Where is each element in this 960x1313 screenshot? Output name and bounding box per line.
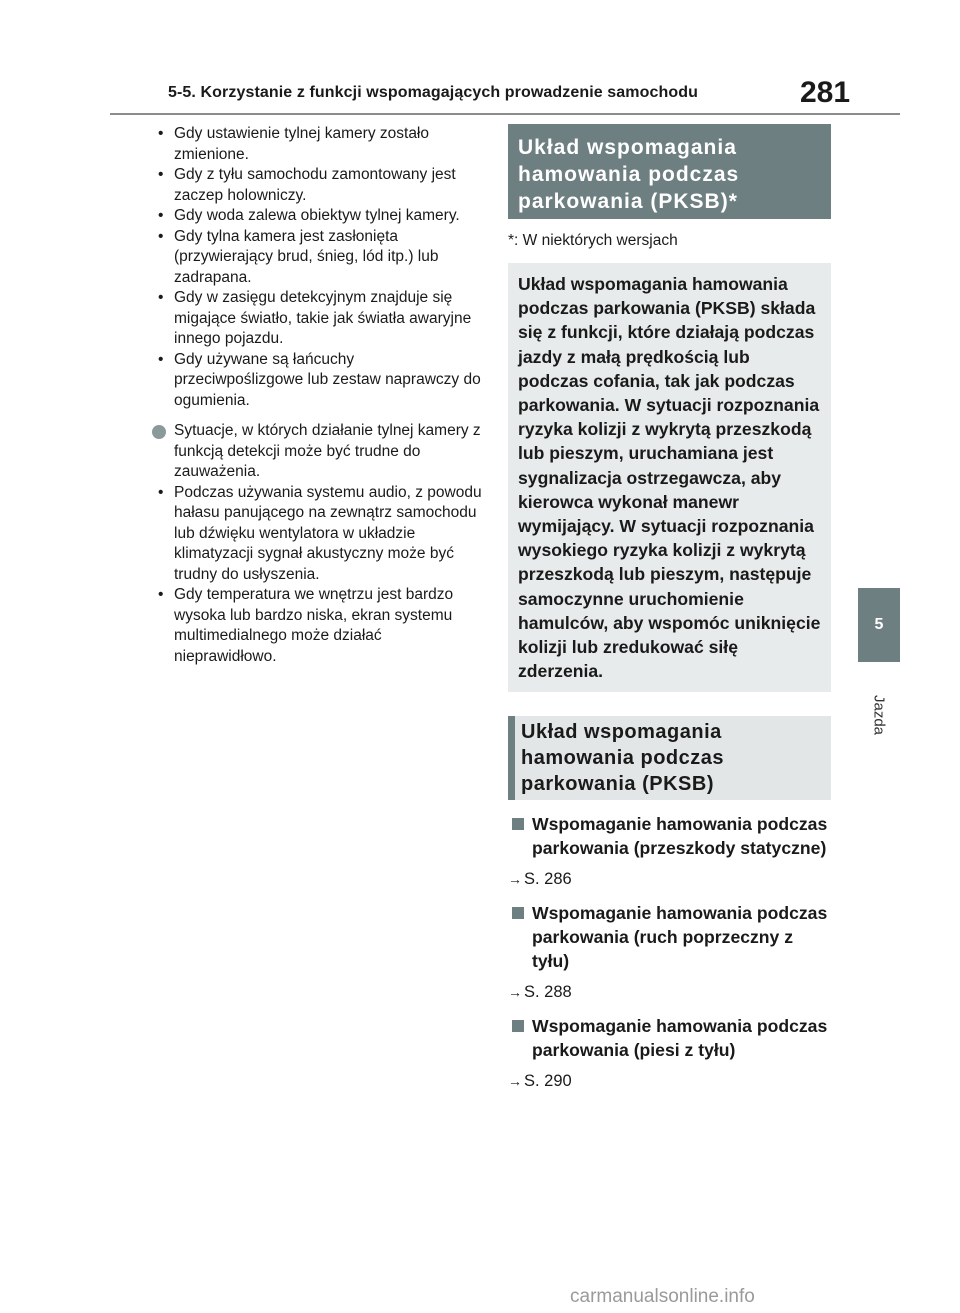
- list-item: • Gdy z tyłu samochodu zamontowany jest zaczep holowniczy.: [156, 165, 486, 206]
- footnote: *: W niektórych wersjach: [508, 232, 678, 249]
- list-item: • Gdy używane są łańcuchy przeciwpoślizgowe lub zestaw naprawczy do ogumienia.: [156, 350, 486, 412]
- page-reference-link[interactable]: → S. 288: [508, 983, 572, 1002]
- list-item: • Gdy w zasięgu detekcyjnym znajduje się migające światło, takie jak światła awaryjne innego pojazdu.: [156, 288, 486, 350]
- list-item: • Gdy temperatura we wnętrzu jest bardzo wysoka lub bardzo niska, ekran systemu multimedialnego może działać nieprawidłowo.: [156, 585, 486, 667]
- section-header-title: 5-5. Korzystanie z funkcji wspomagających prowadzenie samochodu: [168, 84, 698, 101]
- square-bullet-icon: [512, 818, 524, 830]
- left-column: [156, 124, 486, 667]
- list-item: • Gdy tylna kamera jest zasłonięta (przywierający brud, śnieg, lód itp.) lub zadrapana.: [156, 227, 486, 289]
- arrow-icon: →: [508, 1073, 522, 1090]
- bullet-dot-icon: [152, 425, 166, 439]
- arrow-icon: →: [508, 984, 522, 1001]
- chapter-tab-number[interactable]: 5: [858, 588, 900, 662]
- subsection-heading: Układ wspomagania hamowania podczas parkowania (PKSB): [508, 716, 831, 800]
- square-bullet-icon: [512, 1020, 524, 1032]
- feature-item: Wspomaganie hamowania podczas parkowania (przeszkody statyczne): [508, 812, 831, 860]
- feature-item: Wspomaganie hamowania podczas parkowania (piesi z tyłu): [508, 1014, 831, 1062]
- chapter-tab-label: Jazda: [870, 694, 888, 736]
- watermark: carmanualsonline.info: [570, 1286, 755, 1307]
- header-divider: [110, 113, 900, 115]
- right-column: [508, 124, 831, 1091]
- list-item: • Podczas używania systemu audio, z powodu hałasu panującego na zewnątrz samochodu lub dźwięku wentylatora w układzie klimatyzacji sygnał akustyczny może być trudny do usłyszenia.: [156, 483, 486, 586]
- page-reference-link[interactable]: → S. 286: [508, 870, 572, 889]
- bullet-list-b: [156, 483, 486, 668]
- bullet-list-a: [156, 124, 486, 411]
- feature-item: Wspomaganie hamowania podczas parkowania (ruch poprzeczny z tyłu): [508, 901, 831, 973]
- list-item: • Gdy ustawienie tylnej kamery zostało zmienione.: [156, 124, 486, 165]
- page-number: 281: [800, 76, 851, 109]
- list-item: • Gdy woda zalewa obiektyw tylnej kamery.: [156, 206, 486, 227]
- note-paragraph: Sytuacje, w których działanie tylnej kamery z funkcją detekcji może być trudne do zauważenia.: [156, 421, 486, 483]
- arrow-icon: →: [508, 871, 522, 888]
- summary-box: Układ wspomagania hamowania podczas parkowania (PKSB) składa się z funkcji, które działają podczas jazdy z małą prędkością lub podczas cofania, tak jak podczas parkowania. W sytuacji rozpoznania ryzyka kolizji z wykrytą przeszkodą lub pieszym, uruchamiana jest sygnalizacja ostrzegawcza, aby kierowca wykonał manewr wymijający. W sytuacji rozpoznania wysokiego ryzyka kolizji z wykrytą przeszkodą lub pieszym, następuje samoczynne uruchomienie hamulców, aby wspomóc uniknięcie kolizji lub zredukować siłę zderzenia.: [508, 263, 831, 692]
- page-reference-link[interactable]: → S. 290: [508, 1072, 572, 1091]
- section-title-box: Układ wspomagania hamowania podczas parkowania (PKSB)*: [508, 124, 831, 219]
- square-bullet-icon: [512, 907, 524, 919]
